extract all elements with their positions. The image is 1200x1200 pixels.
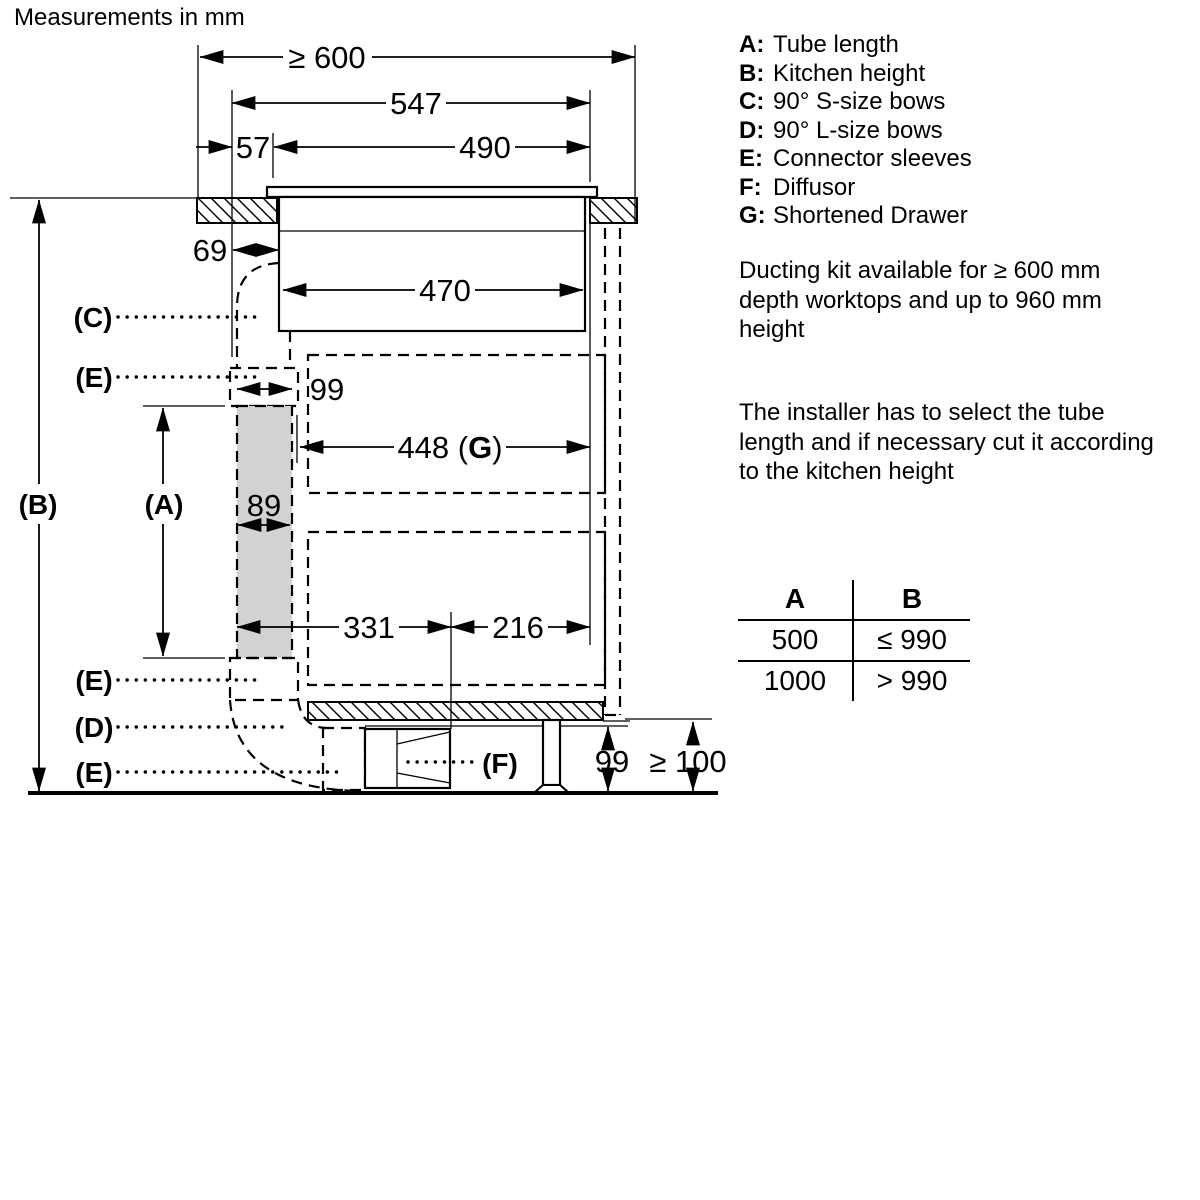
legend-item: A: Tube length — [739, 31, 899, 58]
dim-hob-total-width: 547 — [390, 86, 442, 121]
hob-top-plate — [267, 187, 597, 197]
installation-diagram — [0, 0, 730, 810]
label-sleeve-lower: (E) — [75, 757, 113, 788]
dim-floor-clearance: ≥ 100 — [649, 744, 727, 779]
cabinet-side-panel — [605, 228, 620, 715]
dim-worktop-depth: ≥ 600 — [288, 40, 366, 75]
legend-item: B: Kitchen height — [739, 59, 926, 87]
table-header-b: B — [901, 583, 923, 614]
table-row: 500 ≤ 990 — [738, 621, 970, 662]
label-bow-c: (C) — [73, 302, 113, 333]
legend-item: G: Shortened Drawer — [739, 202, 968, 229]
worktop-right — [590, 198, 637, 223]
legend-item: E: Connector sleeves — [739, 145, 972, 172]
label-bow-d: (D) — [74, 712, 114, 743]
dim-rear-offset: 69 — [192, 233, 228, 268]
dim-rear-duct-offset: 331 — [343, 610, 395, 645]
legend — [739, 31, 1169, 231]
note-installer: The installer has to select the tube length and if necessary cut it according to the kitchen height — [739, 399, 1154, 485]
dim-front-duct-offset: 216 — [492, 610, 544, 645]
label-diffusor: (F) — [482, 748, 518, 779]
legend-item: C: 90° S-size bows — [739, 88, 946, 115]
connector-sleeve-lower — [323, 728, 365, 790]
connector-sleeve-upper — [230, 368, 298, 406]
dim-tube-width: 89 — [246, 488, 282, 523]
dim-cutout-width: 490 — [459, 130, 511, 165]
drawer-upper-outline — [308, 355, 605, 493]
cabinet-bottom-panel — [308, 702, 603, 720]
worktop-left — [197, 198, 277, 223]
drawer-lower-outline — [308, 532, 605, 685]
table-header-row — [738, 580, 970, 621]
legend-item: F: Diffusor — [739, 173, 856, 201]
label-tube-length: (A) — [144, 489, 184, 520]
hob-body — [279, 197, 585, 331]
legend-item: D: 90° L-size bows — [739, 116, 943, 144]
diffusor — [365, 729, 450, 788]
dim-duct-width: 99 — [309, 372, 345, 407]
dim-plinth-height: 99 — [594, 744, 630, 779]
table-row: 1000 > 990 — [738, 662, 970, 701]
label-sleeve-middle: (E) — [75, 665, 113, 696]
tube-length-table — [738, 580, 970, 701]
table-header-a: A — [738, 580, 854, 619]
label-kitchen-height: (B) — [18, 489, 58, 520]
page-title: Measurements in mm — [14, 4, 245, 31]
connector-sleeve-middle — [230, 658, 298, 700]
note-ducting-kit: Ducting kit available for ≥ 600 mm depth worktops and up to 960 mm height — [739, 257, 1102, 343]
cabinet-leg — [535, 720, 568, 792]
tube — [237, 406, 292, 658]
dim-drawer-length: 448 (G) — [397, 430, 503, 465]
dim-front-offset: 57 — [235, 130, 271, 165]
label-sleeve-upper: (E) — [75, 362, 113, 393]
dim-hob-body-width: 470 — [419, 273, 471, 308]
